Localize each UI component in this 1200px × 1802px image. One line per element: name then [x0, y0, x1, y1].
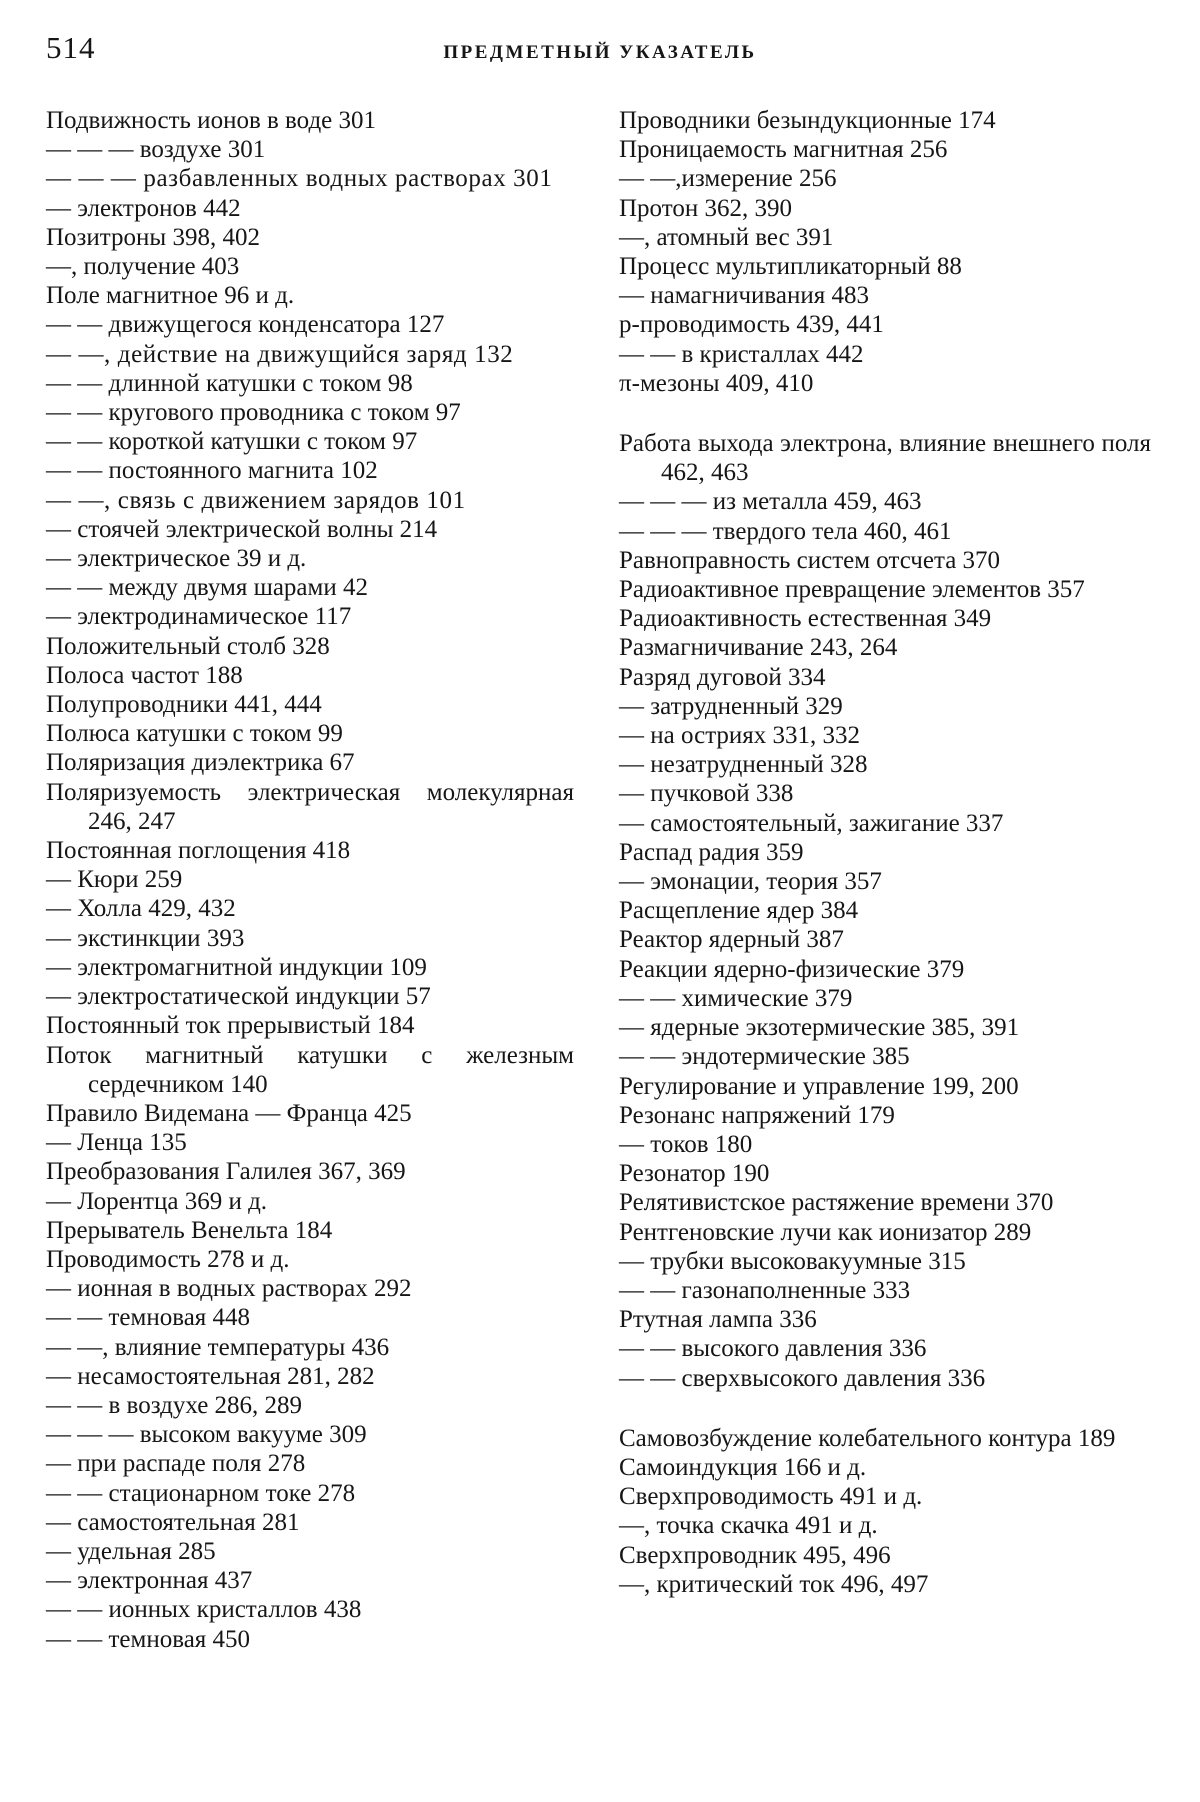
index-entry: Рентгеновские лучи как ионизатор 289 — [619, 1218, 1032, 1246]
index-entry: Равноправность систем отсчета 370 — [619, 546, 1001, 574]
index-entry: — — эндотермические 385 — [619, 1043, 910, 1071]
index-entry: — электронная 437 — [46, 1567, 253, 1595]
index-entry: — — стационарном токе 278 — [46, 1479, 356, 1507]
index-entry: Положительный столб 328 — [46, 632, 330, 660]
index-entry: — электростатической индукции 57 — [46, 983, 431, 1011]
index-entry: — удельная 285 — [46, 1537, 216, 1565]
index-entry: Сверхпроводник 495, 496 — [619, 1541, 891, 1569]
index-entry: Полюса катушки с током 99 — [46, 720, 343, 748]
index-entry: Преобразования Галилея 367, 369 — [46, 1158, 406, 1186]
index-entry: — — между двумя шарами 42 — [46, 574, 368, 602]
index-entry: — самостоятельная 281 — [46, 1508, 300, 1536]
index-entry: — токов 180 — [619, 1130, 753, 1158]
index-entry: p-проводимость 439, 441 — [619, 311, 884, 339]
index-entry: — электродинамическое 117 — [46, 603, 352, 631]
index-entry: Резонанс напряжений 179 — [619, 1101, 895, 1129]
index-entry: — —, действие на движущийся заряд 132 — [46, 340, 514, 368]
index-entry: Поляризуемость электрическая молекулярная 246, 247 — [46, 778, 574, 835]
index-entry: — — — твердого тела 460, 461 — [619, 517, 952, 545]
index-entry: — пучковой 338 — [619, 780, 794, 808]
index-entry: — стоячей электрической волны 214 — [46, 515, 438, 543]
index-entry: Расщепление ядер 384 — [619, 897, 859, 925]
index-entry: — — сверхвысокого давления 336 — [619, 1364, 986, 1392]
index-entry: Разряд дуговой 334 — [619, 663, 826, 691]
section-gap — [619, 398, 1151, 429]
index-entry: Постоянный ток прерывистый 184 — [46, 1012, 415, 1040]
index-entry: Самоиндукция 166 и д. — [619, 1453, 867, 1481]
index-entry: — эмонации, теория 357 — [619, 868, 882, 896]
index-entry: Проводники безындукционные 174 — [619, 107, 996, 134]
index-entry: Поток магнитный катушки с железным сердечником 140 — [46, 1041, 574, 1098]
index-entry: —, критический ток 496, 497 — [619, 1570, 929, 1598]
index-entry: —, атомный вес 391 — [619, 223, 834, 251]
index-entry: — — короткой катушки с током 97 — [46, 428, 418, 456]
index-entry: — электромагнитной индукции 109 — [46, 953, 427, 981]
index-entry: — — длинной катушки с током 98 — [46, 369, 413, 397]
index-entry: — незатрудненный 328 — [619, 751, 868, 779]
index-entry: Работа выхода электрона, влияние внешнего поля 462, 463 — [619, 430, 1151, 487]
index-entry: Резонатор 190 — [619, 1160, 770, 1188]
index-entry: Правило Видемана — Франца 425 — [46, 1099, 412, 1127]
index-entry: — — в кристаллах 442 — [619, 340, 864, 368]
index-entry: Постоянная поглощения 418 — [46, 837, 351, 865]
index-entry: Проводимость 278 и д. — [46, 1245, 290, 1273]
index-entry: Распад радия 359 — [619, 838, 804, 866]
index-entry: — — кругового проводника с током 97 — [46, 399, 461, 427]
left-column — [46, 106, 574, 1654]
index-entry: — — газонаполненные 333 — [619, 1276, 911, 1304]
index-entry: — — темновая 448 — [46, 1304, 251, 1332]
index-entry: Процесс мультипликаторный 88 — [619, 253, 962, 281]
index-entry: — ионная в водных растворах 292 — [46, 1275, 412, 1303]
index-entry: — —, связь с движением зарядов 101 — [46, 486, 466, 514]
index-entry: — — — из металла 459, 463 — [619, 488, 922, 516]
index-entry: Самовозбуждение колебательного контура 189 — [619, 1424, 1116, 1452]
page-number: 514 — [46, 30, 96, 65]
index-entry: — — — воздухе 301 — [46, 136, 266, 164]
index-entry: Полупроводники 441, 444 — [46, 691, 322, 719]
index-entry: — электронов 442 — [46, 194, 241, 222]
index-entry: — — — разбавленных водных растворах 301 — [46, 165, 553, 193]
index-entry: — Кюри 259 — [46, 866, 183, 894]
index-entry: Радиоактивность естественная 349 — [619, 605, 992, 633]
index-entry: — несамостоятельная 281, 282 — [46, 1362, 375, 1390]
index-entry: π-мезоны 409, 410 — [619, 369, 814, 397]
index-entry: Сверхпроводимость 491 и д. — [619, 1483, 923, 1511]
index-entry: Размагничивание 243, 264 — [619, 634, 898, 662]
index-entry: — — высокого давления 336 — [619, 1335, 927, 1363]
index-entry: — трубки высоковакуумные 315 — [619, 1247, 966, 1275]
index-entry: — — химические 379 — [619, 984, 853, 1012]
right-column — [619, 106, 1151, 1599]
index-entry: — намагничивания 483 — [619, 282, 870, 310]
index-entry: — — — высоком вакууме 309 — [46, 1421, 367, 1449]
index-entry: Полоса частот 188 — [46, 661, 243, 689]
index-entry: — ядерные экзотермические 385, 391 — [619, 1014, 1020, 1042]
index-entry: — электрическое 39 и д. — [46, 545, 307, 573]
index-entry: Позитроны 398, 402 — [46, 223, 260, 251]
index-entry: Регулирование и управление 199, 200 — [619, 1072, 1019, 1100]
index-entry: — экстинкции 393 — [46, 924, 245, 952]
running-title: ПРЕДМЕТНЫЙ УКАЗАТЕЛЬ — [443, 42, 757, 63]
index-entry: Реакции ядерно-физические 379 — [619, 955, 965, 983]
index-entry: — Лорентца 369 и д. — [46, 1187, 268, 1215]
section-gap — [619, 1393, 1151, 1424]
index-entry: — — постоянного магнита 102 — [46, 457, 378, 485]
index-entry: Релятивистское растяжение времени 370 — [619, 1189, 1054, 1217]
index-entry: — Ленца 135 — [46, 1129, 187, 1157]
index-entry: — — движущегося конденсатора 127 — [46, 311, 445, 339]
index-entry: Поле магнитное 96 и д. — [46, 282, 295, 310]
index-entry: —, точка скачка 491 и д. — [619, 1512, 878, 1540]
index-entry: Прерыватель Венельта 184 — [46, 1216, 333, 1244]
index-entry: — затрудненный 329 — [619, 692, 843, 720]
index-entry: Поляризация диэлектрика 67 — [46, 749, 355, 777]
index-entry: — — ионных кристаллов 438 — [46, 1596, 362, 1624]
index-entry: — Холла 429, 432 — [46, 895, 236, 923]
index-entry: — на остриях 331, 332 — [619, 722, 861, 750]
index-entry: Протон 362, 390 — [619, 194, 792, 222]
index-entry: Ртутная лампа 336 — [619, 1306, 817, 1334]
index-entry: Радиоактивное превращение элементов 357 — [619, 576, 1085, 604]
index-entry: Проницаемость магнитная 256 — [619, 136, 948, 164]
index-entry: — — темновая 450 — [46, 1625, 251, 1653]
index-entry: —, получение 403 — [46, 253, 240, 281]
index-entry: Подвижность ионов в воде 301 — [46, 107, 377, 134]
index-entry: — —,измерение 256 — [619, 165, 837, 193]
index-entry: — — в воздухе 286, 289 — [46, 1391, 303, 1419]
index-entry: — самостоятельный, зажигание 337 — [619, 809, 1004, 837]
index-entry: — при распаде поля 278 — [46, 1450, 306, 1478]
index-entry: Реактор ядерный 387 — [619, 926, 844, 954]
index-entry: — —, влияние температуры 436 — [46, 1333, 390, 1361]
